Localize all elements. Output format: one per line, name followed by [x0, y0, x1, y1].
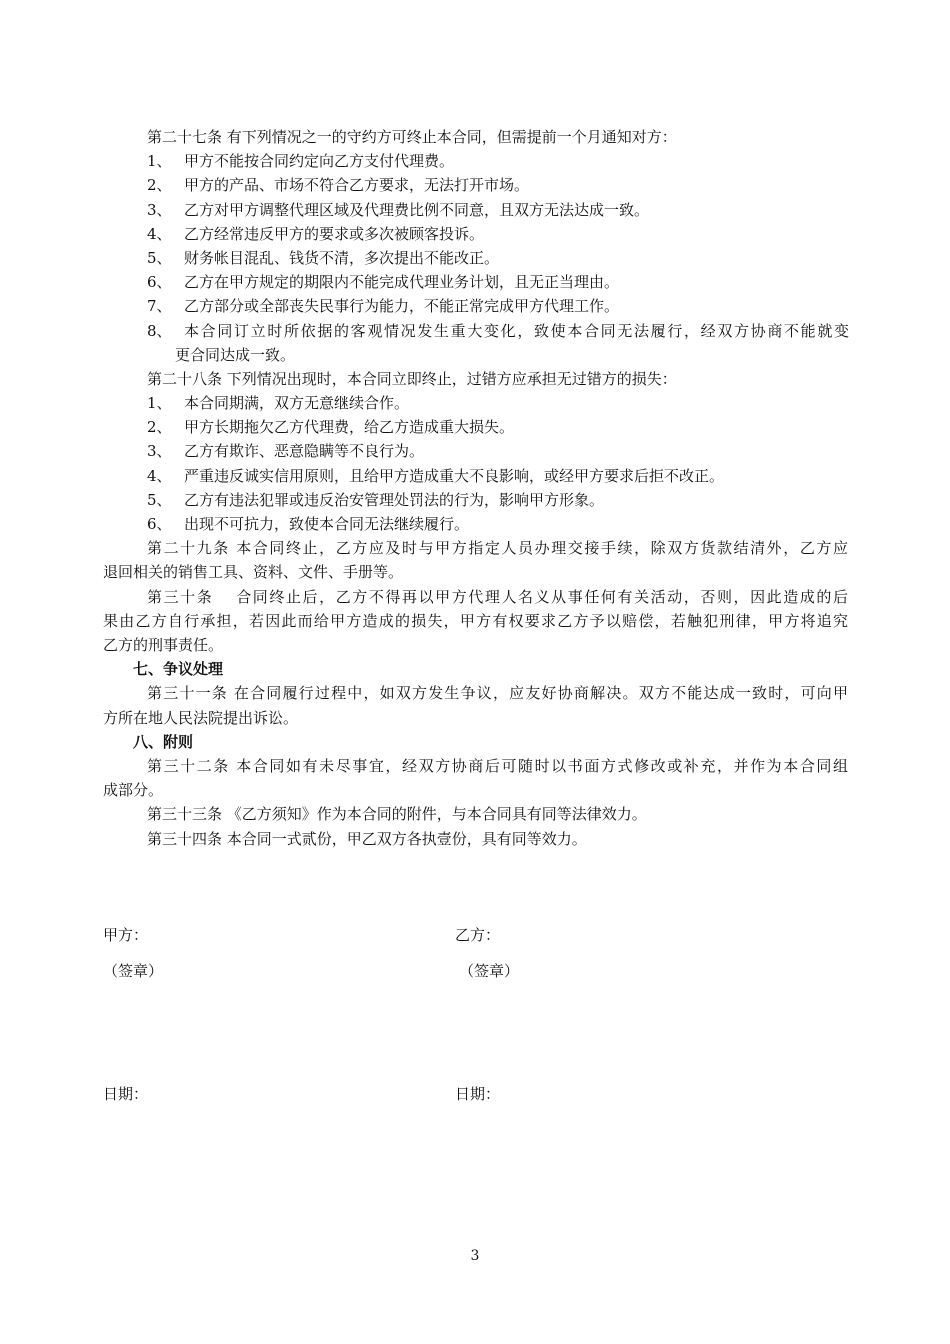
article-29-line1: 第二十九条 本合同终止，乙方应及时与甲方指定人员办理交接手续，除双方货款结清外，乙方应	[147, 539, 848, 558]
contract-body	[103, 125, 848, 851]
party-b-seal: （签章）	[459, 962, 520, 980]
article-28-item-2	[103, 415, 848, 439]
party-a-seal: （签章）	[103, 962, 164, 980]
article-31-line2: 方所在地人民法院提出诉讼。	[103, 708, 299, 727]
signature-block	[103, 924, 848, 984]
article-27-item-8-cont: 更合同达成一致。	[175, 345, 296, 364]
list-text: 本合同期满，双方无意继续合作。	[184, 394, 410, 413]
list-number: 2、	[147, 176, 172, 195]
list-text: 乙方有违法犯罪或违反治安管理处罚法的行为，影响甲方形象。	[184, 490, 605, 509]
article-30-line1: 第三十条 合同终止后，乙方不得再以甲方代理人名义从事任何有关活动，否则，因此造成的后	[147, 587, 848, 606]
article-32-line2: 成部分。	[103, 781, 164, 800]
list-number: 6、	[147, 273, 172, 292]
list-text: 本合同订立时所依据的客观情况发生重大变化，致使本合同无法履行，经双方协商不能就变	[184, 321, 849, 340]
list-text: 乙方部分或全部丧失民事行为能力，不能正常完成甲方代理工作。	[184, 297, 620, 316]
article-27-list	[103, 149, 848, 318]
article-27-item-2	[103, 173, 848, 197]
list-number: 3、	[147, 442, 172, 461]
seal-row	[103, 960, 848, 984]
article-30-line2: 果由乙方自行承担，若因此而给甲方造成的损失，甲方有权要求乙方予以赔偿，若触犯刑律，甲方将追究	[103, 611, 848, 630]
article-27-item-7	[103, 294, 848, 318]
list-text: 乙方有欺诈、恶意隐瞒等不良行为。	[184, 442, 425, 461]
article-34: 第三十四条 本合同一式贰份，甲乙双方各执壹份，具有同等效力。	[147, 829, 587, 848]
article-30-line3: 乙方的刑事责任。	[103, 635, 224, 654]
list-text: 乙方在甲方规定的期限内不能完成代理业务计划，且无正当理由。	[184, 273, 620, 292]
party-row	[103, 924, 848, 948]
list-number: 1、	[147, 152, 172, 171]
article-31-line1: 第三十一条 在合同履行过程中，如双方发生争议，应友好协商解决。双方不能达成一致时，可向甲	[147, 684, 848, 703]
article-27-item-4	[103, 222, 848, 246]
article-27-item-3	[103, 198, 848, 222]
party-b-date: 日期：	[455, 1085, 501, 1103]
article-28-item-3	[103, 439, 848, 463]
party-b-label: 乙方：	[455, 926, 501, 944]
list-text: 财务帐目混乱、钱货不清，多次提出不能改正。	[184, 248, 500, 267]
date-row	[103, 1083, 848, 1107]
list-number: 7、	[147, 297, 172, 316]
article-27-item-8	[103, 319, 848, 343]
section-7-heading: 七、争议处理	[133, 660, 224, 679]
list-number: 5、	[147, 490, 172, 509]
date-block	[103, 1083, 848, 1107]
article-27-item-1	[103, 149, 848, 173]
section-8-heading: 八、附则	[133, 732, 194, 751]
list-text: 甲方长期拖欠乙方代理费，给乙方造成重大损失。	[184, 418, 515, 437]
list-number: 4、	[147, 224, 172, 243]
list-text: 乙方对甲方调整代理区域及代理费比例不同意，且双方无法达成一致。	[184, 200, 650, 219]
article-33: 第三十三条 《乙方须知》作为本合同的附件，与本合同具有同等法律效力。	[147, 805, 647, 824]
list-number: 6、	[147, 515, 172, 533]
list-text: 严重违反诚实信用原则，且给甲方造成重大不良影响，或经甲方要求后拒不改正。	[184, 466, 725, 485]
article-28-item-4	[103, 464, 848, 488]
article-32-line1: 第三十二条 本合同如有未尽事宜，经双方协商后可随时以书面方式修改或补充，并作为本合同组	[147, 756, 848, 775]
page-number: 3	[470, 1248, 480, 1264]
article-27-item-6	[103, 270, 848, 294]
list-number: 5、	[147, 248, 172, 267]
list-text: 出现不可抗力，致使本合同无法继续履行。	[184, 515, 470, 533]
party-a-date: 日期：	[103, 1085, 149, 1103]
party-a-label: 甲方：	[103, 926, 149, 944]
article-28-item-5	[103, 488, 848, 512]
list-text: 乙方经常违反甲方的要求或多次被顾客投诉。	[184, 224, 485, 243]
article-28-intro: 第二十八条 下列情况出现时，本合同立即终止，过错方应承担无过错方的损失：	[147, 369, 677, 388]
article-28-list	[103, 391, 848, 536]
list-number: 8、	[147, 321, 172, 340]
list-number: 3、	[147, 200, 172, 219]
list-text: 甲方的产品、市场不符合乙方要求，无法打开市场。	[184, 176, 530, 195]
list-text: 甲方不能按合同约定向乙方支付代理费。	[184, 152, 455, 171]
article-27-intro: 第二十七条 有下列情况之一的守约方可终止本合同，但需提前一个月通知对方：	[147, 128, 677, 146]
list-number: 4、	[147, 466, 172, 485]
list-number: 1、	[147, 394, 172, 413]
article-28-item-1	[103, 391, 848, 415]
list-number: 2、	[147, 418, 172, 437]
article-27-item-5	[103, 246, 848, 270]
article-29-line2: 退回相关的销售工具、资料、文件、手册等。	[103, 563, 404, 582]
article-28-item-6	[103, 512, 848, 536]
